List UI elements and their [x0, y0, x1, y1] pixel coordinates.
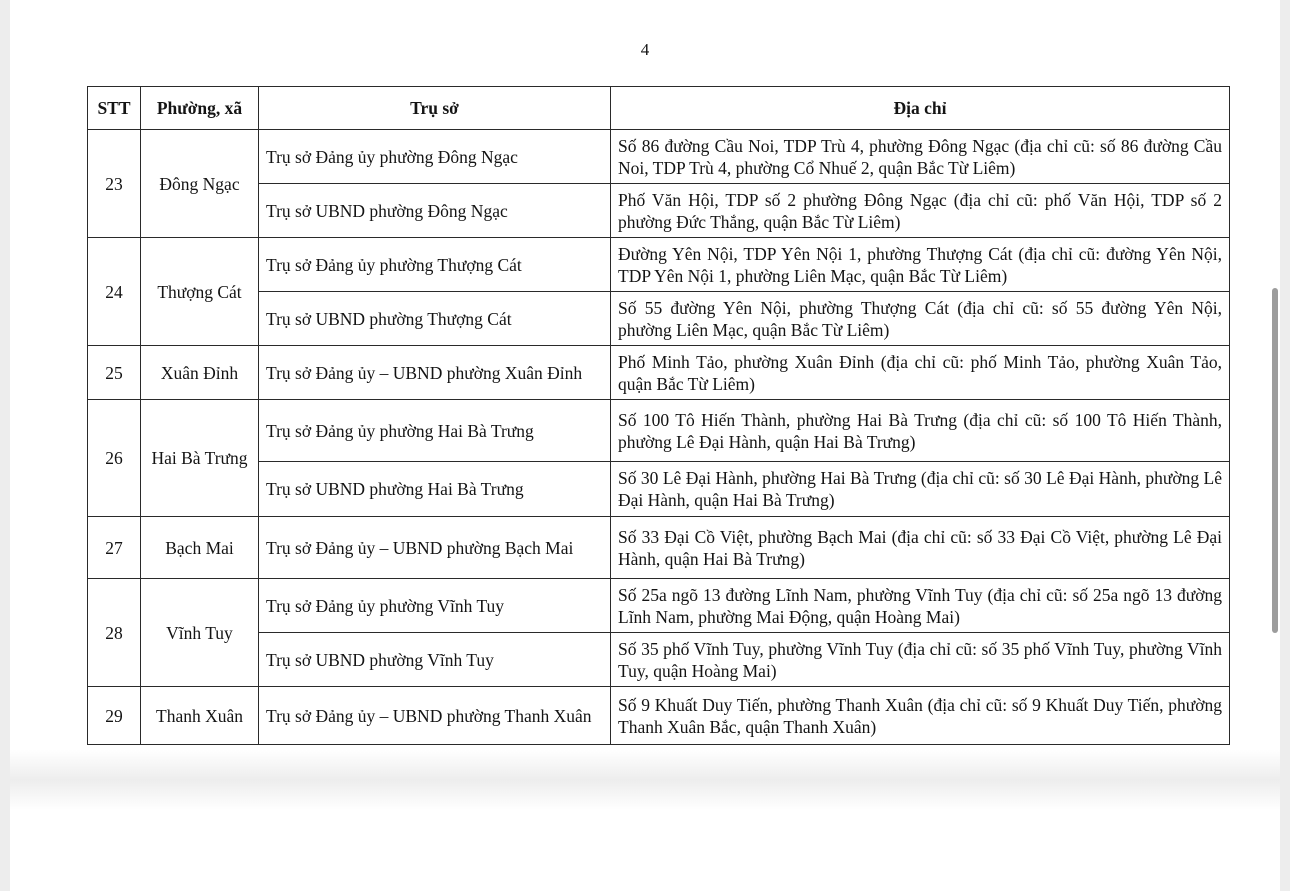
row-stt: 26: [88, 400, 141, 517]
office-name: Trụ sở Đảng ủy – UBND phường Bạch Mai: [259, 517, 611, 579]
office-name: Trụ sở Đảng ủy phường Vĩnh Tuy: [259, 579, 611, 633]
office-name: Trụ sở Đảng ủy phường Hai Bà Trưng: [259, 400, 611, 462]
table-row: [88, 292, 1230, 346]
row-ward: Xuân Đỉnh: [141, 346, 259, 400]
row-stt: 23: [88, 130, 141, 238]
row-stt: 27: [88, 517, 141, 579]
table-header-row: [88, 87, 1230, 130]
office-address: Đường Yên Nội, TDP Yên Nội 1, phường Thượng Cát (địa chỉ cũ: đường Yên Nội, TDP Yên Nội 1, phường Liên Mạc, quận Bắc Từ Liêm): [611, 238, 1230, 292]
row-stt: 24: [88, 238, 141, 346]
office-name: Trụ sở UBND phường Vĩnh Tuy: [259, 633, 611, 687]
table-row: [88, 238, 1230, 292]
table-row: [88, 130, 1230, 184]
office-address: Phố Minh Tảo, phường Xuân Đỉnh (địa chỉ cũ: phố Minh Tảo, phường Xuân Tảo, quận Bắc Từ Liêm): [611, 346, 1230, 400]
office-address: Số 25a ngõ 13 đường Lĩnh Nam, phường Vĩnh Tuy (địa chỉ cũ: số 25a ngõ 13 đường Lĩnh Nam, phường Mai Động, quận Hoàng Mai): [611, 579, 1230, 633]
table-row: [88, 687, 1230, 745]
office-address: Số 100 Tô Hiến Thành, phường Hai Bà Trưng (địa chỉ cũ: số 100 Tô Hiến Thành, phường Lê Đại Hành, quận Hai Bà Trưng): [611, 400, 1230, 462]
row-ward: Vĩnh Tuy: [141, 579, 259, 687]
table-row: [88, 346, 1230, 400]
row-ward: Thượng Cát: [141, 238, 259, 346]
row-ward: Bạch Mai: [141, 517, 259, 579]
row-ward: Hai Bà Trưng: [141, 400, 259, 517]
table-row: [88, 517, 1230, 579]
office-name: Trụ sở Đảng ủy – UBND phường Xuân Đỉnh: [259, 346, 611, 400]
vertical-scrollbar[interactable]: [1272, 288, 1278, 633]
office-name: Trụ sở UBND phường Hai Bà Trưng: [259, 462, 611, 517]
page-fold-shadow: [10, 750, 1280, 810]
office-name: Trụ sở Đảng ủy phường Đông Ngạc: [259, 130, 611, 184]
office-name: Trụ sở Đảng ủy phường Thượng Cát: [259, 238, 611, 292]
office-address: Số 9 Khuất Duy Tiến, phường Thanh Xuân (địa chỉ cũ: số 9 Khuất Duy Tiến, phường Thanh Xuân Bắc, quận Thanh Xuân): [611, 687, 1230, 745]
table-row: [88, 579, 1230, 633]
header-address: Địa chỉ: [611, 87, 1230, 130]
office-address: Phố Văn Hội, TDP số 2 phường Đông Ngạc (địa chỉ cũ: phố Văn Hội, TDP số 2 phường Đức Thắng, quận Bắc Từ Liêm): [611, 184, 1230, 238]
row-stt: 29: [88, 687, 141, 745]
row-stt: 25: [88, 346, 141, 400]
office-address: Số 86 đường Cầu Noi, TDP Trù 4, phường Đông Ngạc (địa chỉ cũ: số 86 đường Cầu Noi, TDP Trù 4, phường Cổ Nhuế 2, quận Bắc Từ Liêm): [611, 130, 1230, 184]
row-ward: Thanh Xuân: [141, 687, 259, 745]
office-address: Số 55 đường Yên Nội, phường Thượng Cát (địa chỉ cũ: số 55 đường Yên Nội, phường Liên Mạc, quận Bắc Từ Liêm): [611, 292, 1230, 346]
table-row: [88, 400, 1230, 462]
header-stt: STT: [88, 87, 141, 130]
office-name: Trụ sở UBND phường Thượng Cát: [259, 292, 611, 346]
header-office: Trụ sở: [259, 87, 611, 130]
office-name: Trụ sở UBND phường Đông Ngạc: [259, 184, 611, 238]
header-ward: Phường, xã: [141, 87, 259, 130]
page-number: 4: [640, 40, 650, 59]
office-name: Trụ sở Đảng ủy – UBND phường Thanh Xuân: [259, 687, 611, 745]
office-address: Số 35 phố Vĩnh Tuy, phường Vĩnh Tuy (địa chỉ cũ: số 35 phố Vĩnh Tuy, phường Vĩnh Tuy, quận Hoàng Mai): [611, 633, 1230, 687]
table-row: [88, 184, 1230, 238]
office-address: Số 30 Lê Đại Hành, phường Hai Bà Trưng (địa chỉ cũ: số 30 Lê Đại Hành, phường Lê Đại Hành, quận Hai Bà Trưng): [611, 462, 1230, 517]
office-address: Số 33 Đại Cồ Việt, phường Bạch Mai (địa chỉ cũ: số 33 Đại Cồ Việt, phường Lê Đại Hành, quận Hai Bà Trưng): [611, 517, 1230, 579]
table-row: [88, 462, 1230, 517]
office-address-table: [87, 86, 1230, 745]
row-stt: 28: [88, 579, 141, 687]
table-row: [88, 633, 1230, 687]
row-ward: Đông Ngạc: [141, 130, 259, 238]
